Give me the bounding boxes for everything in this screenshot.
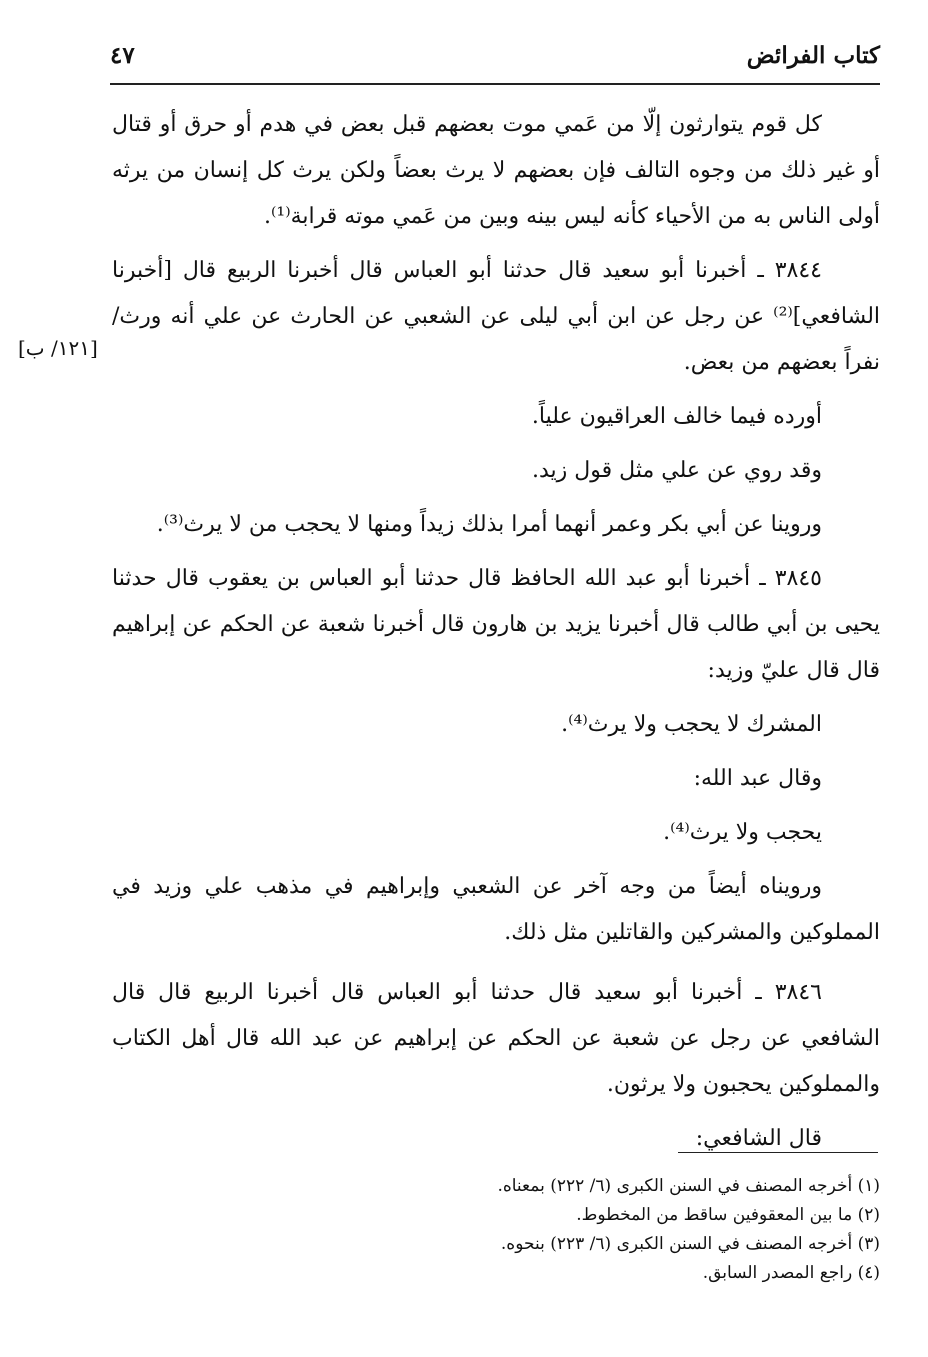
footnotes [360, 1172, 880, 1288]
paragraph: المشرك لا يحجب ولا يرث⁽⁴⁾. [561, 712, 822, 737]
footnote: (٣) أخرجه المصنف في السنن الكبرى (٦/ ٢٢٣) بنحوه. [500, 1234, 880, 1254]
footnote-divider [678, 1152, 878, 1153]
paragraph: يحجب ولا يرث⁽⁴⁾. [663, 820, 822, 845]
manuscript-folio-marker: [١٢١/ ب] [18, 336, 98, 360]
page-number: ٤٧ [110, 42, 135, 69]
paragraph: أورده فيما خالف العراقيون علياً. [531, 404, 822, 429]
header-divider [110, 83, 880, 85]
paragraph: وقال عبد الله: [693, 766, 822, 791]
paragraph: قال الشافعي: [695, 1126, 822, 1151]
paragraph: وقد روي عن علي مثل قول زيد. [532, 458, 822, 483]
running-header [110, 38, 880, 78]
hadith-3846: ٣٨٤٦ ـ أخبرنا أبو سعيد قال حدثنا أبو العباس قال أخبرنا الربيع قال قال الشافعي عن رجل عن شعبة عن الحكم عن إبراهيم عن عبد الله قال أهل الكتاب والمملوكين يحجبون ولا يرثون. [112, 980, 880, 1097]
paragraph: كل قوم يتوارثون إلّا من عَمي موت بعضهم قبل بعض في هدم أو حرق أو قتال أو غير ذلك من وجوه التالف فإن بعضهم لا يرث بعضاً ولكن يرث كل إنسان من يرثه أولى الناس به من الأحياء كأنه ليس بينه وبين من عَمي موته قرابة⁽¹⁾. [112, 112, 880, 229]
hadith-3844: ٣٨٤٤ ـ أخبرنا أبو سعيد قال حدثنا أبو العباس قال أخبرنا الربيع قال [أخبرنا الشافعي]⁽²⁾ عن رجل عن ابن أبي ليلى عن الشعبي عن الحارث عن علي أنه ورث/ نفراً بعضهم من بعض. [112, 258, 881, 375]
footnote: (٢) ما بين المعقوفين ساقط من المخطوط. [576, 1205, 880, 1225]
paragraph: وروينا عن أبي بكر وعمر أنهما أمرا بذلك زيداً ومنها لا يحجب من لا يرث⁽³⁾. [156, 512, 822, 537]
main-text [112, 102, 880, 1170]
footnote: (١) أخرجه المصنف في السنن الكبرى (٦/ ٢٢٢) بمعناه. [497, 1176, 880, 1196]
footnote: (٤) راجع المصدر السابق. [702, 1263, 880, 1283]
chapter-title: كتاب الفرائض [746, 42, 880, 69]
hadith-3845: ٣٨٤٥ ـ أخبرنا أبو عبد الله الحافظ قال حدثنا أبو العباس بن يعقوب قال حدثنا يحيى بن أبي طالب قال أخبرنا يزيد بن هارون قال أخبرنا شعبة عن الحكم عن إبراهيم قال قال عليّ وزيد: [112, 566, 880, 683]
paragraph: ورويناه أيضاً من وجه آخر عن الشعبي وإبراهيم في مذهب علي وزيد في المملوكين والمشركين والقاتلين مثل ذلك. [112, 874, 880, 945]
